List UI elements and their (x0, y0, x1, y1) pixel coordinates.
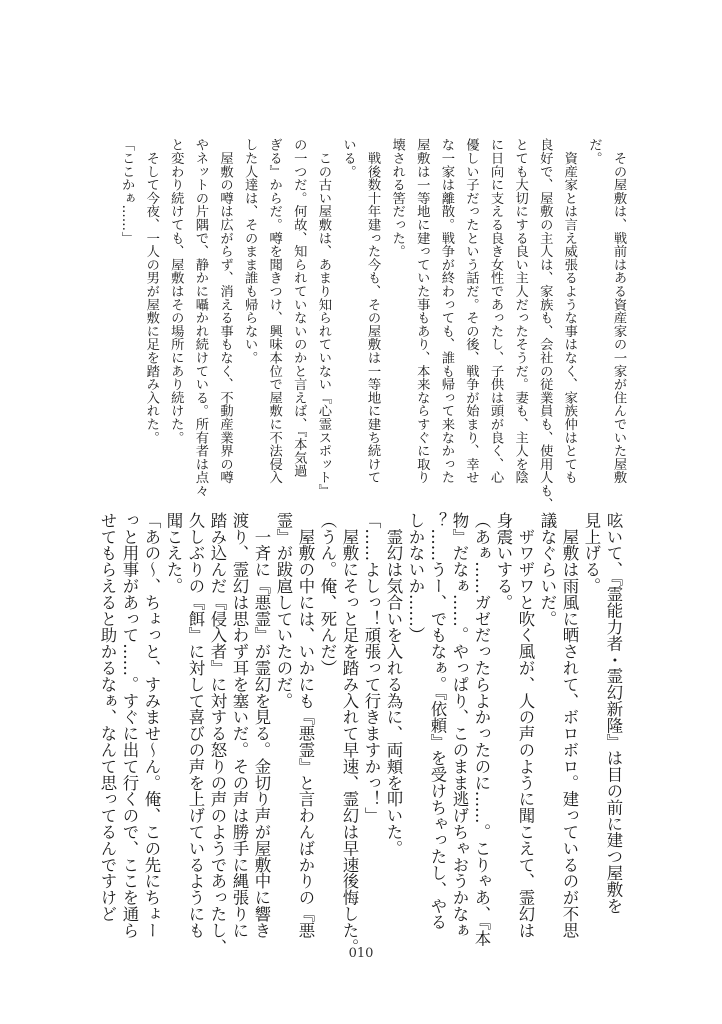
text-line: 霊』が跋扈していたのだ。 (274, 512, 293, 709)
text-line: 霊幻は気合いを入れる為に、両頬を叩いた。 (384, 512, 403, 857)
text-line: その屋敷は、戦前はある資産家の一家が住んでいた屋敷 (611, 138, 626, 484)
text-line: とても大切にする良い主人だったそうだ。妻も、主人を陰 (512, 138, 528, 484)
text-line: 資産家とは言え威張るような事はなく、家族仲はとても (561, 138, 577, 484)
text-line: 物』だなぁ……。やっぱり、このまま逃げちゃおうかなぁ (450, 512, 469, 939)
text-line: 議なぐらいだ。 (538, 512, 557, 627)
text-line: 良好で、屋敷の主人は、家族も、会社の従業員も、使用人も、 (537, 138, 553, 511)
text-line: （うん。俺、死んだ） (318, 512, 337, 676)
text-line: いる。 (340, 138, 356, 178)
text-line: ？……うー、でもなぁ。『依頼』を受けちゃったし、やる (428, 512, 447, 931)
text-line: な一家は離散。戦争が終わっても、誰も帰って来なかった (438, 138, 454, 484)
text-line: 「あの～、ちょっと、すみませ～ん。俺、この先にちょー (142, 512, 161, 939)
text-line: 屋敷の中には、いかにも『悪霊』と言わんばかりの『悪 (296, 512, 315, 939)
text-line: ぎる』からだ。噂を聞きつけ、興味本位で屋敷に不法侵入 (266, 138, 282, 484)
text-line: 戦後数十年建った今も、その屋敷は一等地に建ち続けて (365, 138, 381, 484)
text-line: 屋敷にそっと足を踏み入れて早速、霊幻は早速後悔した。 (340, 512, 359, 955)
text-line: 屋敷の噂は広がらず、消える事もなく、不動産業界の噂 (217, 138, 233, 484)
text-line: せてもらえると助かるなぁ、なんて思ってるんですけど (98, 512, 117, 922)
text-line: 壊される筈だった。 (389, 138, 405, 258)
text-line: 身震いする。 (494, 512, 513, 611)
text-line: 屋敷は一等地に建っていた事もあり、本来ならすぐに取り (414, 138, 430, 484)
top-text-block (114, 138, 630, 511)
page-number: 010 (348, 946, 374, 961)
text-line: この古い屋敷は、あまり知られていない『心霊スポット』 (315, 138, 331, 498)
text-line: の一つだ。何故、知られていないのかと言えば、『本気過 (291, 138, 307, 478)
text-line: した人達は、そのまま誰も帰らない。 (242, 138, 258, 365)
text-line: っと用事があって……。すぐに出て行くので、ここを通ら (120, 512, 139, 939)
text-line: 「ここかぁ……」 (119, 138, 135, 245)
text-line: だ。 (586, 138, 602, 165)
text-line: 踏み込んだ『侵入者』に対する怒りの声のようであったし、 (208, 512, 227, 955)
text-line: 見上げる。 (582, 512, 601, 594)
text-line: 優しい子だったという話だ。その後、戦争が始まり、幸せ (463, 138, 479, 484)
text-line: やネットの片隅で、静かに囁かれ続けている。所有者は点々 (192, 138, 208, 498)
text-line: （あぁ……ガゼだったらよかったのに……。こりゃあ、『本 (472, 512, 491, 947)
text-line: 「……よしっ！頑張って行きますかっ！」 (362, 512, 381, 824)
text-line: 渡り、霊幻は思わず耳を塞いだ。その声は勝手に縄張りに (230, 512, 249, 939)
text-line: そして今夜、一人の男が屋敷に足を踏み入れた。 (143, 138, 159, 444)
text-line: 聞こえた。 (164, 512, 183, 594)
text-line: ザワザワと吹く風が、人の声のように聞こえて、霊幻は (516, 512, 535, 939)
text-line: 久しぶりの『餌』に対して喜びの声を上げているようにも (186, 512, 205, 939)
text-line: と変わり続けても、屋敷はその場所にあり続けた。 (168, 138, 184, 444)
text-line: 呟いて、『霊能力者・霊幻新隆』は目の前に建つ屋敷を (604, 512, 623, 914)
text-line: に日向に支える良き女性であったし、子供は頭が良く、心 (488, 138, 504, 484)
text-line: 一斉に『悪霊』が霊幻を見る。金切り声が屋敷中に響き (252, 512, 271, 939)
text-line: しかないか……） (406, 512, 425, 644)
text-line: 屋敷は雨風に晒されて、ボロボロ。建っているのが不思 (560, 512, 579, 939)
